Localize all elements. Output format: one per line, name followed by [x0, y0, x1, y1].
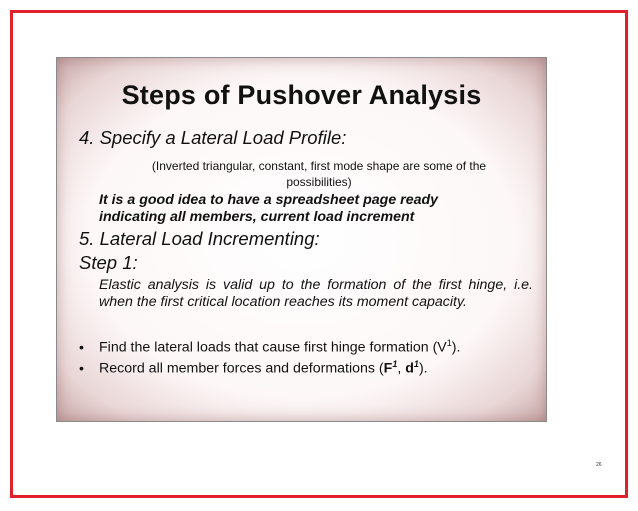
- bullet-text-end: ).: [451, 339, 461, 356]
- deformation-symbol: d: [405, 360, 414, 377]
- step4-note-line1: (Inverted triangular, constant, first mode shape are some of the: [151, 159, 487, 173]
- bullet-first-hinge: [79, 335, 460, 357]
- step4-heading: 4. Specify a Lateral Load Profile:: [79, 127, 347, 148]
- bullet-text: Record all member forces and deformations (: [99, 360, 384, 377]
- page-number: 26: [596, 462, 602, 468]
- slide: [56, 57, 547, 422]
- slide-title: Steps of Pushover Analysis: [121, 80, 482, 110]
- deformation-superscript: 1: [413, 359, 419, 369]
- bullet-superscript: 1: [446, 338, 452, 348]
- bullet-record-forces: [79, 356, 428, 378]
- step4-bold-line2: indicating all members, current load increment: [99, 209, 415, 225]
- elastic-analysis-text: Elastic analysis is valid up to the formation of the first hinge, i.e. when the first critical location reaches its moment capacity.: [99, 277, 533, 310]
- bullet-marker: •: [79, 360, 84, 377]
- step4-bold-line1: It is a good idea to have a spreadsheet page ready: [99, 192, 439, 208]
- force-superscript: 1: [392, 359, 398, 369]
- bullet-text-end: ).: [418, 360, 428, 377]
- bullet-marker: •: [79, 339, 84, 356]
- bullet-text: Find the lateral loads that cause first hinge formation (V: [99, 339, 447, 356]
- step1-heading: Step 1:: [79, 252, 138, 273]
- symbol-separator: ,: [397, 360, 406, 377]
- step4-note: [119, 158, 519, 190]
- step4-note-line2: possibilities): [286, 175, 352, 189]
- force-symbol: F: [383, 360, 393, 377]
- step5-heading: 5. Lateral Load Incrementing:: [79, 228, 320, 249]
